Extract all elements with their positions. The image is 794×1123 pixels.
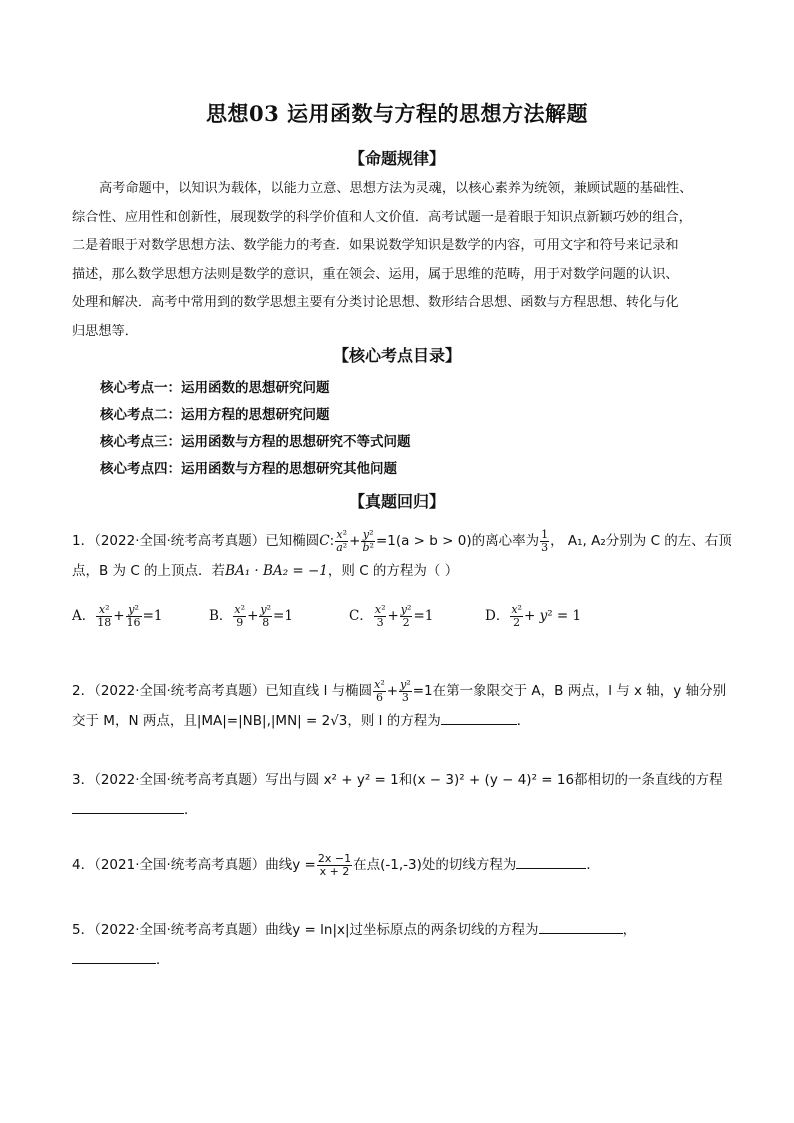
option-c-label: C． [349,608,373,624]
q1-line2-end: ，则 C 的方程为（ ） [327,563,459,579]
intro-line: 归思想等． [72,323,138,339]
answer-blank[interactable] [72,799,184,814]
answer-blank[interactable] [441,710,517,725]
answer-blank[interactable] [539,919,623,934]
q2-line2: 交于 M，N 两点，且|MA|=|NB|,|MN| = 2√3，则 l 的方程为 [72,713,441,729]
q4-end: ． [586,857,600,873]
rule-heading: 【命题规律】 [348,149,445,168]
q4-source: 4．（2021·全国·统考高考真题）曲线y = [72,857,316,873]
question-4: 4．（2021·全国·统考高考真题）曲线y = $\frac{2x -1}{x + 2}$ 在点(-1,-3)处的切线方程为 ． [72,851,600,878]
toc-item: 核心考点四：运用函数与方程的思想研究其他问题 [100,461,397,477]
q1-mid: 的离心率为 [471,533,540,549]
toc-item: 核心考点一：运用函数的思想研究问题 [100,380,330,396]
toc-item: 核心考点三：运用函数与方程的思想研究不等式问题 [100,434,411,450]
q1-after: ， A₁, A₂分别为 C 的左、右顶 [550,533,732,549]
q1-options [72,604,692,636]
option-d-label: D． [485,608,510,624]
option-d[interactable]: D． $\frac{\text{x²}}{2}$ + y² = 1 [485,603,582,629]
toc-list [100,375,411,483]
review-heading: 【真题回归】 [348,492,445,511]
q1-source: 1．（2022·全国·统考高考真题）已知椭圆 [72,533,320,549]
intro-line: 处理和解决．高考中常用到的数学思想主要有分类讨论思想、数形结合思想、函数与方程思想、转化与化 [72,295,679,310]
q2-end: ． [516,713,531,729]
question-3 [72,765,732,825]
q2-after: =1在第一象限交于 A，B 两点，l 与 x 轴，y 轴分别 [412,683,727,699]
option-b[interactable]: B． $\frac{\text{x²}}{9}$ + $\frac{\text{y²}}{8}$ =1 [209,603,293,629]
answer-blank[interactable] [72,949,156,964]
q5-line1: 5．（2022·全国·统考高考真题）曲线y = ln|x|过坐标原点的两条切线的方程为 [72,922,539,938]
answer-blank[interactable] [516,854,586,869]
q3-line1: 3．（2022·全国·统考高考真题）写出与圆 x² + y² = 1和(x − 3)² + (y − 4)² = 16都相切的一条直线的方程 [72,772,723,788]
question-1: 1．（2022·全国·统考高考真题）已知椭圆C: $\frac{\text{x²}}{\text{a²}}$ + $\frac{\text{y²}}{\text{b²}}$ =1(a > b > 0)的离心率为 $\frac{1}{3}$ ， A₁, A₂分别为 C 的左、右顶 点，B 为 C 的上顶点．若BA₁ · BA₂ = −1，则 C 的方程为（ ） [72,527,732,579]
option-c[interactable]: C． $\frac{\text{x²}}{3}$ + $\frac{\text{y²}}{2}$ =1 [349,603,434,629]
q3-end: ． [184,802,198,818]
option-a-label: A． [72,608,96,624]
question-5 [72,915,732,975]
toc-heading: 【核心考点目录】 [332,346,461,365]
q1-line2: 点，B 为 C 的上顶点．若 [72,563,226,579]
toc-item: 核心考点二：运用方程的思想研究问题 [100,407,330,423]
q5-sep: ， [622,922,637,938]
q1-condition: =1(a > b > 0) [375,533,472,549]
option-a[interactable]: A． $\frac{\text{x²}}{18}$ + $\frac{\text{y²}}{16}$ =1 [72,603,163,629]
intro-line: 高考命题中，以知识为载体，以能力立意、思想方法为灵魂，以核心素养为统领，兼顾试题的基础性、 [99,181,693,196]
intro-line: 描述，那么数学思想方法则是数学的意识，重在领会、运用，属于思维的范畴，用于对数学问题的认识、 [72,266,679,282]
intro-paragraph [72,175,724,346]
page-title: 思想03 运用函数与方程的思想方法解题 [205,101,589,126]
question-2: 2．（2022·全国·统考高考真题）已知直线 l 与椭圆 $\frac{\text{x²}}{6}$ + $\frac{\text{y²}}{3}$ =1在第一象限交于 A，B 两点，l 与 x 轴，y 轴分别 交于 M，N 两点，且|MA|=|NB|,|MN| = 2√3，则 l 的方程为 ． [72,677,727,729]
q2-source: 2．（2022·全国·统考高考真题）已知直线 l 与椭圆 [72,683,373,699]
q4-after: 在点(-1,-3)处的切线方程为 [353,857,517,873]
q5-end: ． [156,952,170,968]
option-b-label: B． [209,608,233,624]
intro-line: 综合性、应用性和创新性，展现数学的科学价值和人文价值．高考试题一是着眼于知识点新颖巧妙的组合， [72,209,692,225]
q1-vector-condition: BA₁ · BA₂ = −1 [225,563,328,579]
intro-line: 二是着眼于对数学思想方法、数学能力的考查．如果说数学知识是数学的内容，可用文字和符号来记录和 [72,238,679,253]
